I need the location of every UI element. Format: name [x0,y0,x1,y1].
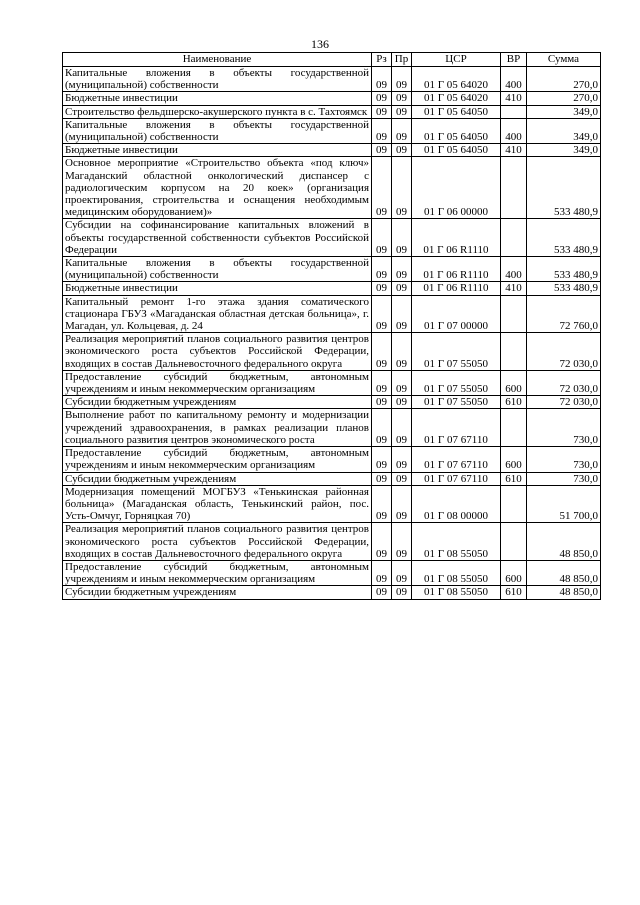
cell-sum: 730,0 [527,472,601,485]
cell-vr [501,295,527,333]
cell-name: Субсидии бюджетным учреждениям [63,396,372,409]
cell-vr: 410 [501,92,527,105]
cell-pr: 09 [392,157,412,219]
cell-rz: 09 [372,409,392,447]
cell-rz: 09 [372,157,392,219]
cell-csr: 01 Г 08 55050 [412,586,501,599]
cell-name: Капитальные вложения в объекты государственной (муниципальной) собственности [63,118,372,143]
cell-csr: 01 Г 06 R1110 [412,219,501,257]
cell-name: Субсидии бюджетным учреждениям [63,586,372,599]
table-row [63,447,601,472]
cell-rz: 09 [372,333,392,371]
cell-name: Предоставление субсидий бюджетным, автономным учреждениям и иным некоммерческим организациям [63,370,372,395]
cell-sum: 48 850,0 [527,560,601,585]
cell-csr: 01 Г 07 55050 [412,396,501,409]
header-row [63,53,601,67]
cell-rz: 09 [372,219,392,257]
cell-csr: 01 Г 06 R1110 [412,257,501,282]
cell-pr: 09 [392,219,412,257]
table-row [63,118,601,143]
cell-sum: 72 030,0 [527,333,601,371]
cell-name: Капитальные вложения в объекты государственной (муниципальной) собственности [63,67,372,92]
cell-csr: 01 Г 07 55050 [412,333,501,371]
cell-vr: 600 [501,447,527,472]
cell-vr: 410 [501,144,527,157]
cell-rz: 09 [372,257,392,282]
cell-name: Основное мероприятие «Строительство объекта «под ключ» Магаданский областной онкологический диспансер с радиологическим корпусом на 20 коек» (организация проектирования, строительства и оснащения необходимым медицинским оборудованием)» [63,157,372,219]
cell-csr: 01 Г 08 00000 [412,485,501,523]
header-csr: ЦСР [412,53,501,67]
cell-csr: 01 Г 05 64020 [412,67,501,92]
cell-rz: 09 [372,523,392,561]
table-row [63,396,601,409]
cell-name: Строительство фельдшерско-акушерского пункта в с. Тахтоямск [63,105,372,118]
cell-vr: 610 [501,586,527,599]
cell-pr: 09 [392,105,412,118]
cell-pr: 09 [392,144,412,157]
page-number: 136 [311,37,329,51]
table-row [63,409,601,447]
cell-rz: 09 [372,67,392,92]
cell-vr: 610 [501,472,527,485]
cell-name: Реализация мероприятий планов социального развития центров экономического роста субъектов Российской Федерации, входящих в состав Дальневосточного федерального округа [63,333,372,371]
cell-csr: 01 Г 07 67110 [412,409,501,447]
cell-rz: 09 [372,118,392,143]
cell-name: Капитальные вложения в объекты государственной (муниципальной) собственности [63,257,372,282]
cell-rz: 09 [372,396,392,409]
cell-sum: 349,0 [527,118,601,143]
cell-pr: 09 [392,257,412,282]
cell-sum: 72 030,0 [527,396,601,409]
cell-csr: 01 Г 08 55050 [412,560,501,585]
cell-rz: 09 [372,144,392,157]
cell-sum: 730,0 [527,409,601,447]
cell-sum: 533 480,9 [527,257,601,282]
cell-name: Предоставление субсидий бюджетным, автономным учреждениям и иным некоммерческим организациям [63,447,372,472]
header-name: Наименование [63,53,372,67]
cell-sum: 72 030,0 [527,370,601,395]
table-header [63,53,601,67]
cell-rz: 09 [372,92,392,105]
table-row [63,92,601,105]
cell-sum: 48 850,0 [527,586,601,599]
cell-pr: 09 [392,485,412,523]
cell-sum: 349,0 [527,144,601,157]
cell-name: Бюджетные инвестиции [63,144,372,157]
cell-vr: 400 [501,257,527,282]
cell-pr: 09 [392,333,412,371]
table-row [63,586,601,599]
cell-rz: 09 [372,586,392,599]
cell-csr: 01 Г 06 R1110 [412,282,501,295]
cell-csr: 01 Г 05 64020 [412,92,501,105]
table-row [63,67,601,92]
cell-csr: 01 Г 05 64050 [412,118,501,143]
cell-sum: 72 760,0 [527,295,601,333]
header-vr: ВР [501,53,527,67]
cell-csr: 01 Г 08 55050 [412,523,501,561]
cell-vr [501,219,527,257]
cell-vr [501,157,527,219]
cell-rz: 09 [372,485,392,523]
cell-vr: 400 [501,67,527,92]
cell-csr: 01 Г 07 55050 [412,370,501,395]
table-row [63,472,601,485]
header-sum: Сумма [527,53,601,67]
cell-csr: 01 Г 07 00000 [412,295,501,333]
table-body [63,67,601,600]
cell-pr: 09 [392,92,412,105]
cell-sum: 533 480,9 [527,282,601,295]
table-row [63,144,601,157]
cell-pr: 09 [392,396,412,409]
table-row [63,370,601,395]
cell-csr: 01 Г 05 64050 [412,144,501,157]
cell-rz: 09 [372,282,392,295]
table-row [63,333,601,371]
cell-pr: 09 [392,409,412,447]
cell-pr: 09 [392,295,412,333]
cell-name: Бюджетные инвестиции [63,92,372,105]
cell-pr: 09 [392,472,412,485]
cell-sum: 533 480,9 [527,219,601,257]
cell-vr [501,485,527,523]
cell-csr: 01 Г 07 67110 [412,472,501,485]
budget-table [62,52,601,600]
cell-vr [501,409,527,447]
cell-rz: 09 [372,560,392,585]
header-pr: Пр [392,53,412,67]
cell-pr: 09 [392,586,412,599]
cell-pr: 09 [392,523,412,561]
cell-vr: 610 [501,396,527,409]
table-row [63,485,601,523]
table-row [63,257,601,282]
cell-rz: 09 [372,105,392,118]
cell-name: Субсидии бюджетным учреждениям [63,472,372,485]
cell-sum: 730,0 [527,447,601,472]
cell-name: Выполнение работ по капитальному ремонту и модернизации учреждений здравоохранения, в рамках реализации планов социального развития центров экономического роста [63,409,372,447]
cell-name: Субсидии на софинансирование капитальных вложений в объекты государственной собственности субъектов Российской Федерации [63,219,372,257]
cell-pr: 09 [392,67,412,92]
cell-vr [501,105,527,118]
cell-sum: 270,0 [527,92,601,105]
cell-vr: 600 [501,560,527,585]
cell-sum: 349,0 [527,105,601,118]
cell-vr: 600 [501,370,527,395]
cell-name: Бюджетные инвестиции [63,282,372,295]
cell-csr: 01 Г 07 67110 [412,447,501,472]
table-row [63,219,601,257]
cell-sum: 48 850,0 [527,523,601,561]
table-row [63,295,601,333]
cell-vr [501,333,527,371]
table-row [63,157,601,219]
cell-pr: 09 [392,560,412,585]
header-rz: Рз [372,53,392,67]
cell-rz: 09 [372,472,392,485]
cell-vr: 410 [501,282,527,295]
cell-sum: 533 480,9 [527,157,601,219]
table-row [63,105,601,118]
cell-rz: 09 [372,295,392,333]
cell-pr: 09 [392,118,412,143]
cell-sum: 51 700,0 [527,485,601,523]
cell-pr: 09 [392,370,412,395]
cell-pr: 09 [392,282,412,295]
table-row [63,282,601,295]
cell-sum: 270,0 [527,67,601,92]
cell-vr [501,523,527,561]
cell-vr: 400 [501,118,527,143]
cell-name: Модернизация помещений МОГБУЗ «Тенькинская районная больница» (Магаданская область, Тенькинский район, пос. Усть-Омчуг, Горняцкая 70) [63,485,372,523]
cell-csr: 01 Г 06 00000 [412,157,501,219]
cell-pr: 09 [392,447,412,472]
cell-name: Предоставление субсидий бюджетным, автономным учреждениям и иным некоммерческим организациям [63,560,372,585]
cell-rz: 09 [372,370,392,395]
cell-rz: 09 [372,447,392,472]
table-row [63,560,601,585]
cell-csr: 01 Г 05 64050 [412,105,501,118]
table-row [63,523,601,561]
cell-name: Капитальный ремонт 1-го этажа здания соматического стационара ГБУЗ «Магаданская областная детская больница», г. Магадан, ул. Кольцевая, д. 24 [63,295,372,333]
cell-name: Реализация мероприятий планов социального развития центров экономического роста субъектов Российской Федерации, входящих в состав Дальневосточного федерального округа [63,523,372,561]
